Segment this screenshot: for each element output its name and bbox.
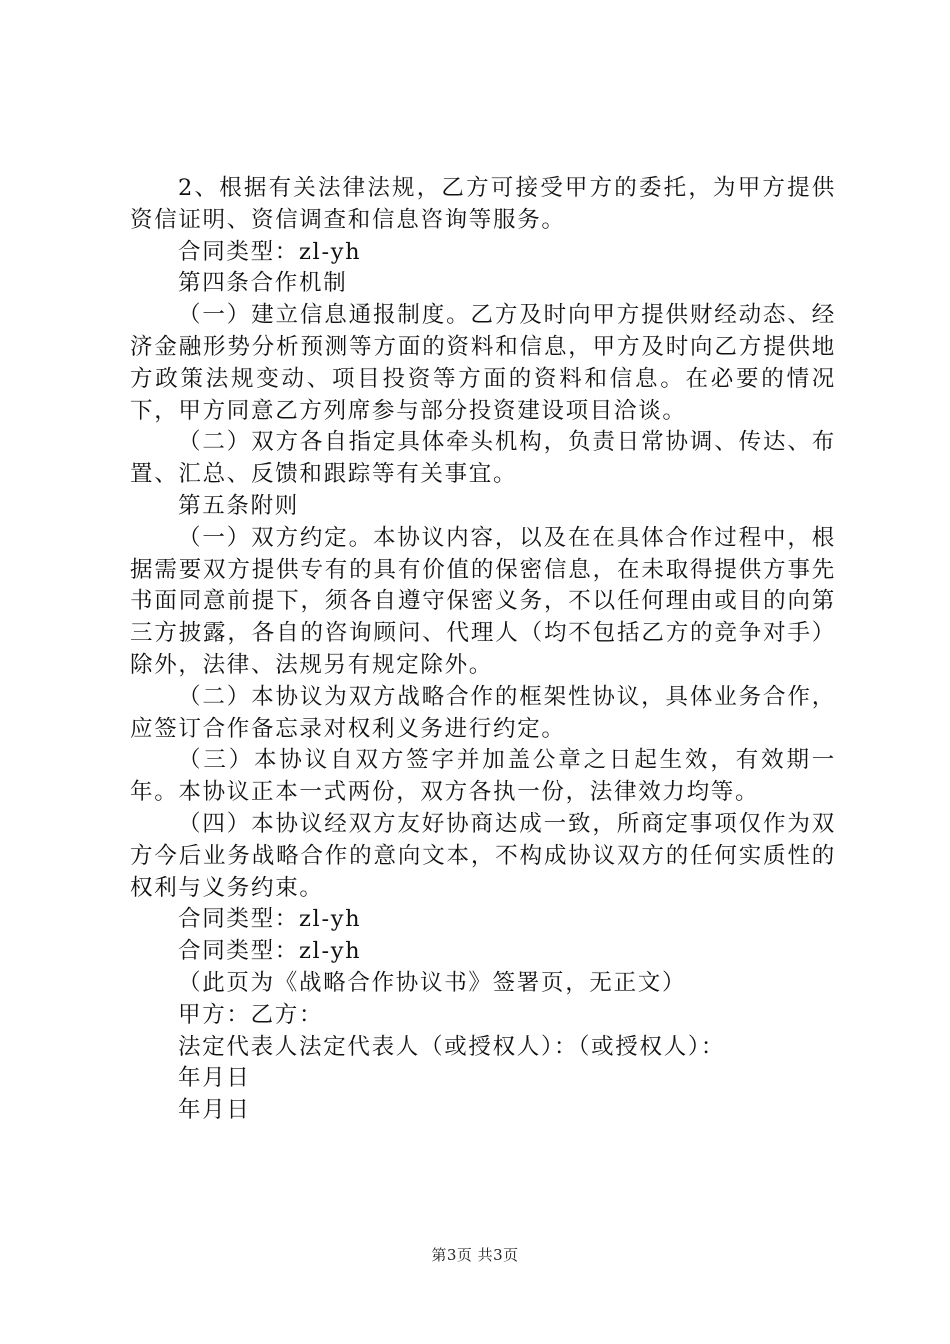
- representative-labels: 法定代表人法定代表人（或授权人）：（或授权人）：: [178, 1033, 726, 1060]
- party-labels: 甲方：乙方：: [178, 1001, 324, 1028]
- article-five-heading: 第五条附则: [178, 492, 300, 519]
- paragraph-info-reporting: （一）建立信息通报制度。乙方及时向甲方提供财经动态、经济金融形势分析预测等方面的资料和信息，甲方及时向乙方提供地方政策法规变动、项目投资等方面的资料和信息。在必要的情况下，甲方同意乙方列席参与部分投资建设项目洽谈。: [130, 302, 836, 424]
- paragraph-framework: （二）本协议为双方战略合作的框架性协议，具体业务合作，应签订合作备忘录对权利义务进行约定。: [130, 683, 836, 742]
- paragraph-intent: （四）本协议经双方友好协商达成一致，所商定事项仅作为双方今后业务战略合作的意向文本，不构成协议双方的任何实质性的权利与义务约束。: [130, 810, 836, 901]
- contract-type-line: 合同类型：zl-yh: [178, 238, 362, 265]
- paragraph-effective-date: （三）本协议自双方签字并加盖公章之日起生效，有效期一年。本协议正本一式两份，双方各执一份，法律效力均等。: [130, 747, 836, 806]
- date-line: 年月日: [178, 1097, 251, 1124]
- date-line: 年月日: [178, 1065, 251, 1092]
- contract-type-line: 合同类型：zl-yh: [178, 906, 362, 933]
- signature-page-note: （此页为《战略合作协议书》签署页，无正文）: [178, 969, 687, 996]
- paragraph-service-clause: 2、根据有关法律法规，乙方可接受甲方的委托，为甲方提供资信证明、资信调查和信息咨询等服务。: [130, 175, 836, 233]
- paragraph-lead-agency: （二）双方各自指定具体牵头机构，负责日常协调、传达、布置、汇总、反馈和跟踪等有关事宜。: [130, 429, 836, 488]
- paragraph-confidentiality: （一）双方约定。本协议内容，以及在在具体合作过程中，根据需要双方提供专有的具有价值的保密信息，在未取得提供方事先书面同意前提下，须各自遵守保密义务，不以任何理由或目的向第三方披露，各自的咨询顾问、代理人（均不包括乙方的竞争对手）除外，法律、法规另有规定除外。: [130, 524, 836, 678]
- article-four-heading: 第四条合作机制: [178, 270, 348, 297]
- page-number-footer: 第3页 共3页: [431, 1246, 519, 1264]
- document-body: [130, 173, 836, 1127]
- contract-type-line: 合同类型：zl-yh: [178, 938, 362, 965]
